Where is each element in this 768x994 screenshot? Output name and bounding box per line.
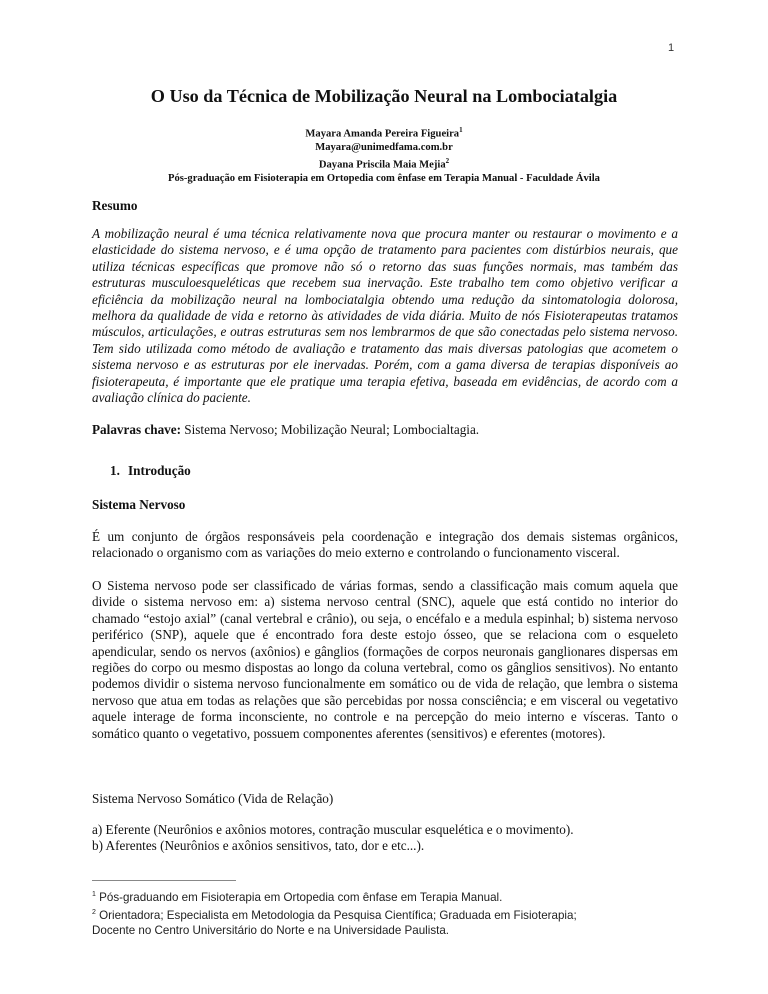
- list-item: b) Aferentes (Neurônios e axônios sensitivos, tato, dor e etc...).: [92, 838, 425, 854]
- section-heading-introduction: [110, 463, 191, 479]
- subheading-sistema-nervoso: Sistema Nervoso: [92, 497, 186, 512]
- keywords-line: [92, 422, 678, 438]
- footnote-marker: 1: [459, 126, 463, 134]
- somatic-list: [92, 822, 678, 855]
- page-number: 1: [668, 42, 675, 54]
- footnote-2-continued: Docente no Centro Universitário do Norte e na Universidade Paulista.: [92, 924, 450, 938]
- section-title: Introdução: [128, 463, 191, 478]
- footnote-divider: [92, 880, 236, 881]
- paragraph-2: O Sistema nervoso pode ser classificado de várias formas, sendo a classificação mais comum aquela que divide o sistema nervoso em: a) sistema nervoso central (SNC), aquele que está contido no interior do chamado “estojo axial” (canal vertebral e crânio), ou seja, o encéfalo e a medula espinhal; b) sistema nervoso periférico (SNP), aquele que é encontrado fora deste estojo ósseo, que se relaciona com o esqueleto apendicular, sendo os nervos (axônios) e gânglios (formações de corpos neuronais ganglionares dispersas em regiões do corpo ou mesmo dispostas ao longo da coluna vertebral, como os gânglios sensitivos). No entanto podemos dividir o sistema nervoso funcionalmente em somático ou de vida de relação, que lembra o sistema nervoso que atua em todas as relações que são percebidas por nossa consciência; e em visceral ou vegetativo aquele interage de forma inconsciente, no controle e na percepção do meio interno e vísceras. Tanto o somático quanto o vegetativo, possuem componentes aferentes (sensitivos) e eferentes (motores).: [92, 578, 678, 741]
- paper-title: O Uso da Técnica de Mobilização Neural na Lombociatalgia: [150, 86, 618, 106]
- author-block: [0, 124, 768, 185]
- footnote-marker: 2: [445, 156, 450, 165]
- author-email: Mayara@unimedfama.com.br: [315, 142, 453, 154]
- abstract-text: A mobilização neural é uma técnica relativamente nova que procura manter ou restaurar o movimento e a elasticidade do sistema nervoso, e é uma opção de tratamento para pacientes com distúrbios neurais, que utiliza técnicas específicas que promove não só o retorno das suas funções normais, mas também das estruturas musculoesqueléticas que recebem sua inervação. Este trabalho tem como objetivo verificar a eficiência da mobilização neural na lombociatalgia obtendo uma redução da sintomatologia dolorosa, melhora da qualidade de vida e retorno às atividades de vida diária. Muito de nós Fisioterapeutas tratamos músculos, articulações, e outras estruturas sem nos lembrarmos de que são conectadas pelo sistema nervoso. Tem sido utilizada como método de avaliação e tratamento das mais diversas patologias que acometem o sistema nervoso e as estruturas por ele inervadas. Porém, com a gama diversa de terapias disponíveis ao fisioterapeuta, é importante que ele pratique uma terapia efetiva, baseada em evidências, de acordo com a avaliação clínica do paciente.: [92, 226, 678, 406]
- section-number: 1.: [110, 463, 120, 478]
- list-item: a) Eferente (Neurônios e axônios motores, contração muscular esquelética e o movimento).: [92, 822, 574, 837]
- keywords-value: Sistema Nervoso; Mobilização Neural; Lombocialtagia.: [184, 422, 480, 437]
- paragraph-1: É um conjunto de órgãos responsáveis pela coordenação e integração dos demais sistemas orgânicos, relacionado o organismo com as variações do meio externo e controlando o funcionamento visceral.: [92, 529, 678, 561]
- author-name-1: Mayara Amanda Pereira Figueira$^1$: [305, 126, 463, 140]
- keywords-label: Palavras chave:: [92, 422, 181, 437]
- footnotes: [92, 887, 652, 939]
- author-name-2: Dayana Priscila Maia Mejia$^2$: [318, 156, 450, 171]
- somatic-heading: Sistema Nervoso Somático (Vida de Relação): [92, 791, 334, 806]
- footnote-1: $^1$ Pós-graduando em Fisioterapia em Ortopedia com ênfase em Terapia Manual.: [92, 890, 503, 904]
- footnote-2: $^2$ Orientadora; Especialista em Metodologia da Pesquisa Científica; Graduada em Fisioterapia;: [92, 909, 577, 923]
- author-affiliation: Pós-graduação em Fisioterapia em Ortopedia com ênfase em Terapia Manual - Faculdade Ávila: [168, 172, 600, 184]
- abstract-heading: Resumo: [92, 198, 138, 213]
